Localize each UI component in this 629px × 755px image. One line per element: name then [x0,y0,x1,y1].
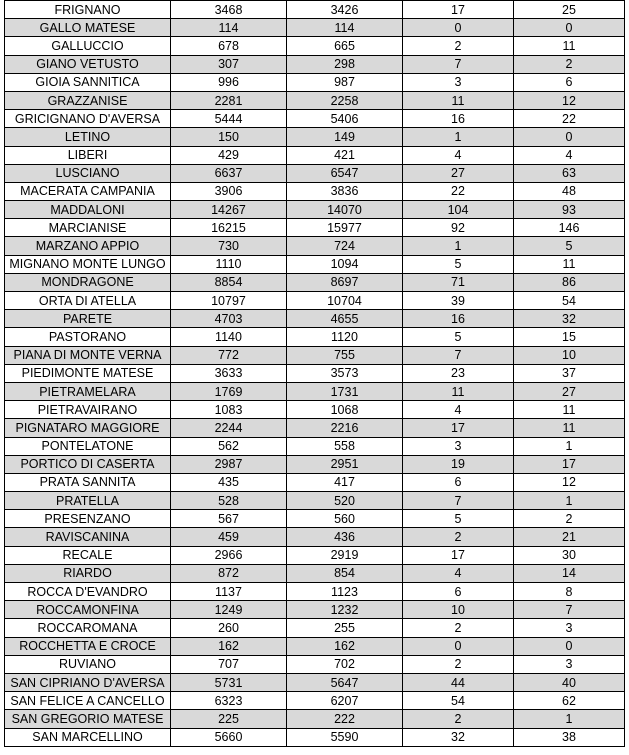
value-cell-1: 2281 [171,91,287,109]
value-cell-2: 5590 [287,728,403,746]
value-cell-2: 3426 [287,1,403,19]
table-row [5,437,625,455]
value-cell-1: 567 [171,510,287,528]
table-row [5,273,625,291]
table-row [5,419,625,437]
value-cell-3: 6 [403,473,514,491]
value-cell-4: 2 [514,510,625,528]
value-cell-2: 162 [287,637,403,655]
value-cell-1: 6323 [171,692,287,710]
municipality-cell: ROCCHETTA E CROCE [5,637,171,655]
table-row [5,164,625,182]
value-cell-4: 15 [514,328,625,346]
municipality-cell: MIGNANO MONTE LUNGO [5,255,171,273]
value-cell-1: 16215 [171,219,287,237]
table-row [5,401,625,419]
value-cell-3: 44 [403,673,514,691]
table-row [5,292,625,310]
municipality-cell: PIETRAMELARA [5,382,171,400]
value-cell-3: 19 [403,455,514,473]
value-cell-2: 6207 [287,692,403,710]
value-cell-3: 11 [403,382,514,400]
municipality-cell: LUSCIANO [5,164,171,182]
value-cell-1: 2987 [171,455,287,473]
table-row [5,619,625,637]
value-cell-3: 27 [403,164,514,182]
value-cell-3: 23 [403,364,514,382]
table-row [5,637,625,655]
municipality-cell: ROCCAMONFINA [5,601,171,619]
value-cell-1: 150 [171,128,287,146]
value-cell-1: 2244 [171,419,287,437]
value-cell-1: 678 [171,37,287,55]
value-cell-4: 8 [514,583,625,601]
value-cell-4: 7 [514,601,625,619]
value-cell-3: 5 [403,510,514,528]
value-cell-2: 2258 [287,91,403,109]
value-cell-4: 25 [514,1,625,19]
value-cell-3: 6 [403,583,514,601]
value-cell-4: 21 [514,528,625,546]
value-cell-1: 10797 [171,292,287,310]
value-cell-4: 37 [514,364,625,382]
table-row [5,55,625,73]
municipality-cell: LIBERI [5,146,171,164]
value-cell-3: 1 [403,128,514,146]
value-cell-4: 10 [514,346,625,364]
value-cell-2: 8697 [287,273,403,291]
table-row [5,655,625,673]
value-cell-2: 2919 [287,546,403,564]
value-cell-4: 11 [514,255,625,273]
value-cell-3: 3 [403,437,514,455]
value-cell-4: 27 [514,382,625,400]
municipality-cell: PRATELLA [5,492,171,510]
value-cell-1: 5444 [171,110,287,128]
value-cell-4: 30 [514,546,625,564]
value-cell-4: 38 [514,728,625,746]
table-row [5,110,625,128]
table-row [5,37,625,55]
municipality-cell: SAN FELICE A CANCELLO [5,692,171,710]
value-cell-2: 987 [287,73,403,91]
value-cell-1: 8854 [171,273,287,291]
value-cell-2: 1123 [287,583,403,601]
municipality-cell: MONDRAGONE [5,273,171,291]
value-cell-4: 1 [514,710,625,728]
table-row [5,583,625,601]
value-cell-3: 4 [403,401,514,419]
value-cell-2: 2951 [287,455,403,473]
value-cell-1: 5660 [171,728,287,746]
value-cell-1: 6637 [171,164,287,182]
municipality-cell: SAN MARCELLINO [5,728,171,746]
value-cell-2: 4655 [287,310,403,328]
municipality-cell: FRIGNANO [5,1,171,19]
municipality-cell: RECALE [5,546,171,564]
value-cell-2: 5406 [287,110,403,128]
value-cell-1: 429 [171,146,287,164]
municipality-cell: MADDALONI [5,201,171,219]
municipality-cell: ROCCA D'EVANDRO [5,583,171,601]
value-cell-3: 5 [403,328,514,346]
value-cell-4: 12 [514,91,625,109]
municipality-cell: ROCCAROMANA [5,619,171,637]
value-cell-2: 417 [287,473,403,491]
value-cell-2: 15977 [287,219,403,237]
value-cell-4: 1 [514,437,625,455]
value-cell-4: 0 [514,637,625,655]
value-cell-1: 2966 [171,546,287,564]
table-row [5,528,625,546]
value-cell-4: 2 [514,55,625,73]
value-cell-2: 1094 [287,255,403,273]
value-cell-1: 996 [171,73,287,91]
value-cell-3: 4 [403,146,514,164]
table-row [5,510,625,528]
value-cell-2: 560 [287,510,403,528]
table-row [5,19,625,37]
value-cell-4: 62 [514,692,625,710]
municipality-cell: MACERATA CAMPANIA [5,182,171,200]
table-row [5,710,625,728]
municipality-cell: MARCIANISE [5,219,171,237]
value-cell-3: 16 [403,310,514,328]
municipality-cell: PIETRAVAIRANO [5,401,171,419]
value-cell-3: 2 [403,710,514,728]
table-row [5,201,625,219]
value-cell-1: 225 [171,710,287,728]
value-cell-2: 854 [287,564,403,582]
value-cell-2: 1731 [287,382,403,400]
value-cell-3: 17 [403,1,514,19]
table-row [5,455,625,473]
table-row [5,382,625,400]
value-cell-4: 11 [514,401,625,419]
value-cell-1: 707 [171,655,287,673]
table-row [5,182,625,200]
value-cell-3: 32 [403,728,514,746]
value-cell-4: 0 [514,128,625,146]
municipality-cell: SAN GREGORIO MATESE [5,710,171,728]
municipality-cell: SAN CIPRIANO D'AVERSA [5,673,171,691]
value-cell-2: 755 [287,346,403,364]
table-row [5,255,625,273]
value-cell-2: 6547 [287,164,403,182]
value-cell-4: 1 [514,492,625,510]
value-cell-3: 54 [403,692,514,710]
value-cell-1: 4703 [171,310,287,328]
municipality-cell: RIARDO [5,564,171,582]
value-cell-2: 14070 [287,201,403,219]
value-cell-1: 1249 [171,601,287,619]
municipality-cell: PIGNATARO MAGGIORE [5,419,171,437]
table-row [5,328,625,346]
value-cell-1: 162 [171,637,287,655]
value-cell-3: 4 [403,564,514,582]
value-cell-1: 260 [171,619,287,637]
municipality-cell: PRESENZANO [5,510,171,528]
value-cell-1: 730 [171,237,287,255]
value-cell-4: 63 [514,164,625,182]
table-row [5,564,625,582]
value-cell-2: 10704 [287,292,403,310]
table-row [5,128,625,146]
value-cell-4: 4 [514,146,625,164]
table-row [5,310,625,328]
value-cell-1: 114 [171,19,287,37]
municipality-cell: GALLO MATESE [5,19,171,37]
value-cell-3: 10 [403,601,514,619]
value-cell-2: 724 [287,237,403,255]
value-cell-3: 3 [403,73,514,91]
municipality-cell: RUVIANO [5,655,171,673]
value-cell-2: 222 [287,710,403,728]
value-cell-2: 3836 [287,182,403,200]
value-cell-3: 92 [403,219,514,237]
value-cell-1: 3468 [171,1,287,19]
table-row [5,1,625,19]
table-row [5,91,625,109]
value-cell-2: 1120 [287,328,403,346]
value-cell-1: 1137 [171,583,287,601]
value-cell-3: 2 [403,37,514,55]
value-cell-2: 558 [287,437,403,455]
value-cell-4: 93 [514,201,625,219]
value-cell-1: 435 [171,473,287,491]
value-cell-1: 528 [171,492,287,510]
municipality-cell: GRICIGNANO D'AVERSA [5,110,171,128]
table-row [5,492,625,510]
value-cell-1: 14267 [171,201,287,219]
value-cell-2: 1068 [287,401,403,419]
municipality-cell: PRATA SANNITA [5,473,171,491]
value-cell-4: 11 [514,419,625,437]
value-cell-1: 307 [171,55,287,73]
value-cell-3: 2 [403,528,514,546]
value-cell-4: 12 [514,473,625,491]
table-row [5,728,625,746]
value-cell-3: 17 [403,546,514,564]
municipality-cell: GALLUCCIO [5,37,171,55]
value-cell-1: 1083 [171,401,287,419]
municipality-cell: PIANA DI MONTE VERNA [5,346,171,364]
value-cell-3: 1 [403,237,514,255]
value-cell-1: 1110 [171,255,287,273]
value-cell-1: 459 [171,528,287,546]
table-row [5,546,625,564]
municipality-cell: GRAZZANISE [5,91,171,109]
value-cell-1: 3633 [171,364,287,382]
value-cell-4: 146 [514,219,625,237]
table-row [5,237,625,255]
value-cell-4: 3 [514,619,625,637]
municipality-cell: GIANO VETUSTO [5,55,171,73]
value-cell-2: 1232 [287,601,403,619]
municipality-cell: PARETE [5,310,171,328]
table-row [5,146,625,164]
table-row [5,601,625,619]
value-cell-3: 17 [403,419,514,437]
value-cell-1: 5731 [171,673,287,691]
table-row [5,473,625,491]
value-cell-2: 436 [287,528,403,546]
municipality-cell: PIEDIMONTE MATESE [5,364,171,382]
value-cell-3: 104 [403,201,514,219]
value-cell-2: 2216 [287,419,403,437]
value-cell-2: 255 [287,619,403,637]
municipality-cell: LETINO [5,128,171,146]
table-row [5,673,625,691]
value-cell-1: 772 [171,346,287,364]
table-row [5,364,625,382]
municipality-cell: PASTORANO [5,328,171,346]
value-cell-4: 40 [514,673,625,691]
value-cell-2: 665 [287,37,403,55]
table-row [5,346,625,364]
value-cell-1: 3906 [171,182,287,200]
municipality-cell: GIOIA SANNITICA [5,73,171,91]
value-cell-4: 11 [514,37,625,55]
table-body [5,1,625,747]
value-cell-2: 3573 [287,364,403,382]
municipality-cell: PONTELATONE [5,437,171,455]
value-cell-2: 520 [287,492,403,510]
municipality-data-table [4,0,625,747]
table-row [5,219,625,237]
value-cell-4: 3 [514,655,625,673]
value-cell-2: 5647 [287,673,403,691]
value-cell-4: 0 [514,19,625,37]
value-cell-2: 702 [287,655,403,673]
value-cell-4: 6 [514,73,625,91]
value-cell-4: 17 [514,455,625,473]
value-cell-4: 54 [514,292,625,310]
value-cell-3: 7 [403,492,514,510]
municipality-cell: RAVISCANINA [5,528,171,546]
municipality-cell: PORTICO DI CASERTA [5,455,171,473]
value-cell-1: 872 [171,564,287,582]
table-row [5,692,625,710]
value-cell-2: 421 [287,146,403,164]
value-cell-1: 1769 [171,382,287,400]
municipality-cell: ORTA DI ATELLA [5,292,171,310]
value-cell-3: 16 [403,110,514,128]
value-cell-3: 7 [403,346,514,364]
value-cell-3: 39 [403,292,514,310]
value-cell-3: 0 [403,637,514,655]
table-row [5,73,625,91]
value-cell-3: 22 [403,182,514,200]
value-cell-3: 71 [403,273,514,291]
value-cell-3: 0 [403,19,514,37]
value-cell-3: 5 [403,255,514,273]
municipality-cell: MARZANO APPIO [5,237,171,255]
value-cell-4: 48 [514,182,625,200]
value-cell-4: 32 [514,310,625,328]
value-cell-4: 5 [514,237,625,255]
value-cell-4: 14 [514,564,625,582]
value-cell-2: 298 [287,55,403,73]
value-cell-1: 562 [171,437,287,455]
value-cell-3: 2 [403,655,514,673]
value-cell-2: 114 [287,19,403,37]
value-cell-2: 149 [287,128,403,146]
value-cell-3: 11 [403,91,514,109]
value-cell-4: 22 [514,110,625,128]
value-cell-4: 86 [514,273,625,291]
value-cell-3: 7 [403,55,514,73]
value-cell-3: 2 [403,619,514,637]
value-cell-1: 1140 [171,328,287,346]
